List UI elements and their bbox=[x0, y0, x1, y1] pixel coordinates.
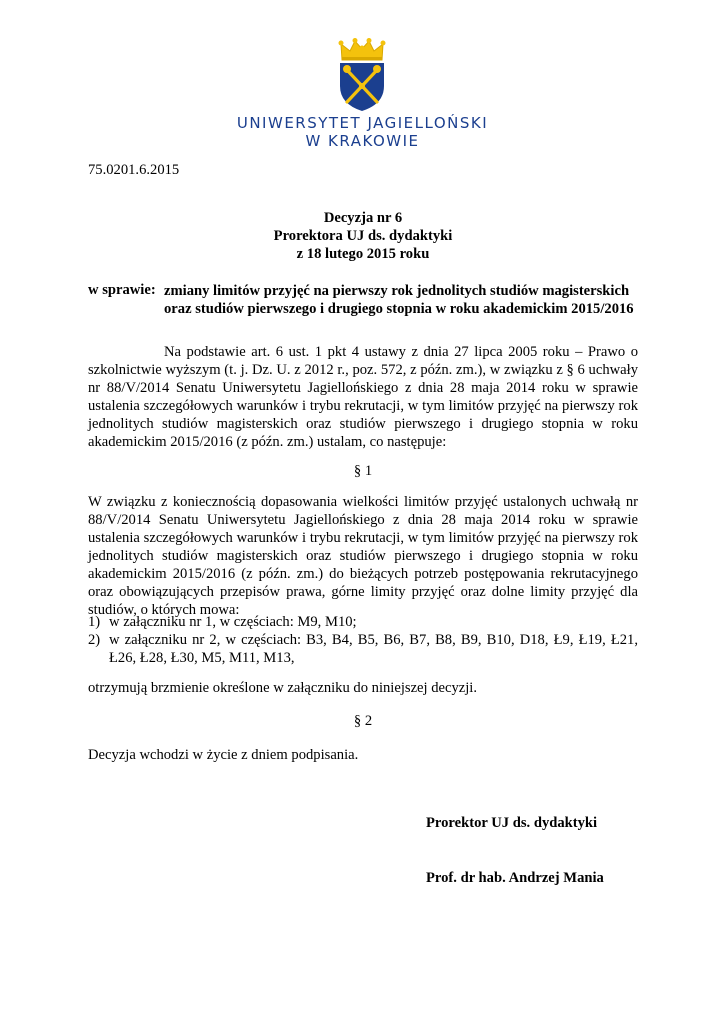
university-name: UNIWERSYTET JAGIELLOŃSKI bbox=[236, 114, 489, 132]
section-1-paragraph: W związku z koniecznością dopasowania wielkości limitów przyjęć ustalonych uchwałą nr 88/V/2014 Senatu Uniwersytetu Jagiellońskiego z dnia 28 maja 2014 roku w sprawie ustalenia szczegółowych warunków i trybu rekrutacji, w tym limitów przyjęć na pierwszy rok jednolitych studiów magisterskich oraz studiów pierwszego i drugiego stopnia w roku akademickim 2015/2016 (z późn. zm.) do bieżących potrzeb postępowania rekrutacyjnego oraz obowiązujących przepisów prawa, górne limity przyjęć oraz dolne limity przyjęć dla studiów, o których mowa: bbox=[88, 494, 638, 618]
section-2-text: Decyzja wchodzi w życie z dniem podpisania. bbox=[88, 747, 359, 763]
reference-number: 75.0201.6.2015 bbox=[88, 162, 180, 178]
section-2-mark: § 2 bbox=[353, 713, 373, 729]
list-item bbox=[88, 613, 638, 631]
university-city: W KRAKOWIE bbox=[305, 132, 420, 150]
university-logo-icon bbox=[337, 38, 387, 112]
list-item-text: w załączniku nr 2, w częściach: B3, B4, B5, B6, B7, B8, B9, B10, D18, Ł9, Ł19, Ł21, Ł26, Ł28, Ł30, M5, M11, M13, bbox=[109, 632, 638, 666]
list-item-text: w załączniku nr 1, w częściach: M9, M10; bbox=[109, 614, 357, 630]
decision-title: Decyzja nr 6 bbox=[323, 210, 403, 226]
list-item bbox=[88, 631, 638, 667]
subject-text: zmiany limitów przyjęć na pierwszy rok jednolitych studiów magisterskich oraz studiów pierwszego i drugiego stopnia w roku akademickim 2015/2016 bbox=[164, 283, 634, 317]
section-1-mark: § 1 bbox=[353, 463, 373, 479]
signatory-name: Prof. dr hab. Andrzej Mania bbox=[426, 870, 604, 886]
decision-date: z 18 lutego 2015 roku bbox=[296, 246, 430, 262]
attachments-list bbox=[88, 613, 638, 667]
subject-label: w sprawie: bbox=[88, 282, 156, 298]
preamble-text: Na podstawie art. 6 ust. 1 pkt 4 ustawy z dnia 27 lipca 2005 roku – Prawo o szkolnictwie wyższym (t. j. Dz. U. z 2012 r., poz. 572, z późn. zm.), w związku z § 6 uchwały nr 88/V/2014 Senatu Uniwersytetu Jagiellońskiego z dnia 28 maja 2014 roku w sprawie ustalenia szczegółowych warunków i trybu rekrutacji, w tym limitów przyjęć na pierwszy rok jednolitych studiów magisterskich oraz studiów pierwszego i drugiego stopnia w roku akademickim 2015/2016 (z późn. zm.) ustalam, co następuje: bbox=[88, 344, 638, 450]
preamble-paragraph bbox=[88, 343, 638, 451]
signatory-role: Prorektor UJ ds. dydaktyki bbox=[426, 815, 598, 831]
decision-issuer: Prorektora UJ ds. dydaktyki bbox=[273, 228, 453, 244]
list-item-number: 1) bbox=[88, 614, 101, 630]
list-item-number: 2) bbox=[88, 632, 101, 648]
section-1-conclusion: otrzymują brzmienie określone w załączniku do niniejszej decyzji. bbox=[88, 680, 478, 696]
